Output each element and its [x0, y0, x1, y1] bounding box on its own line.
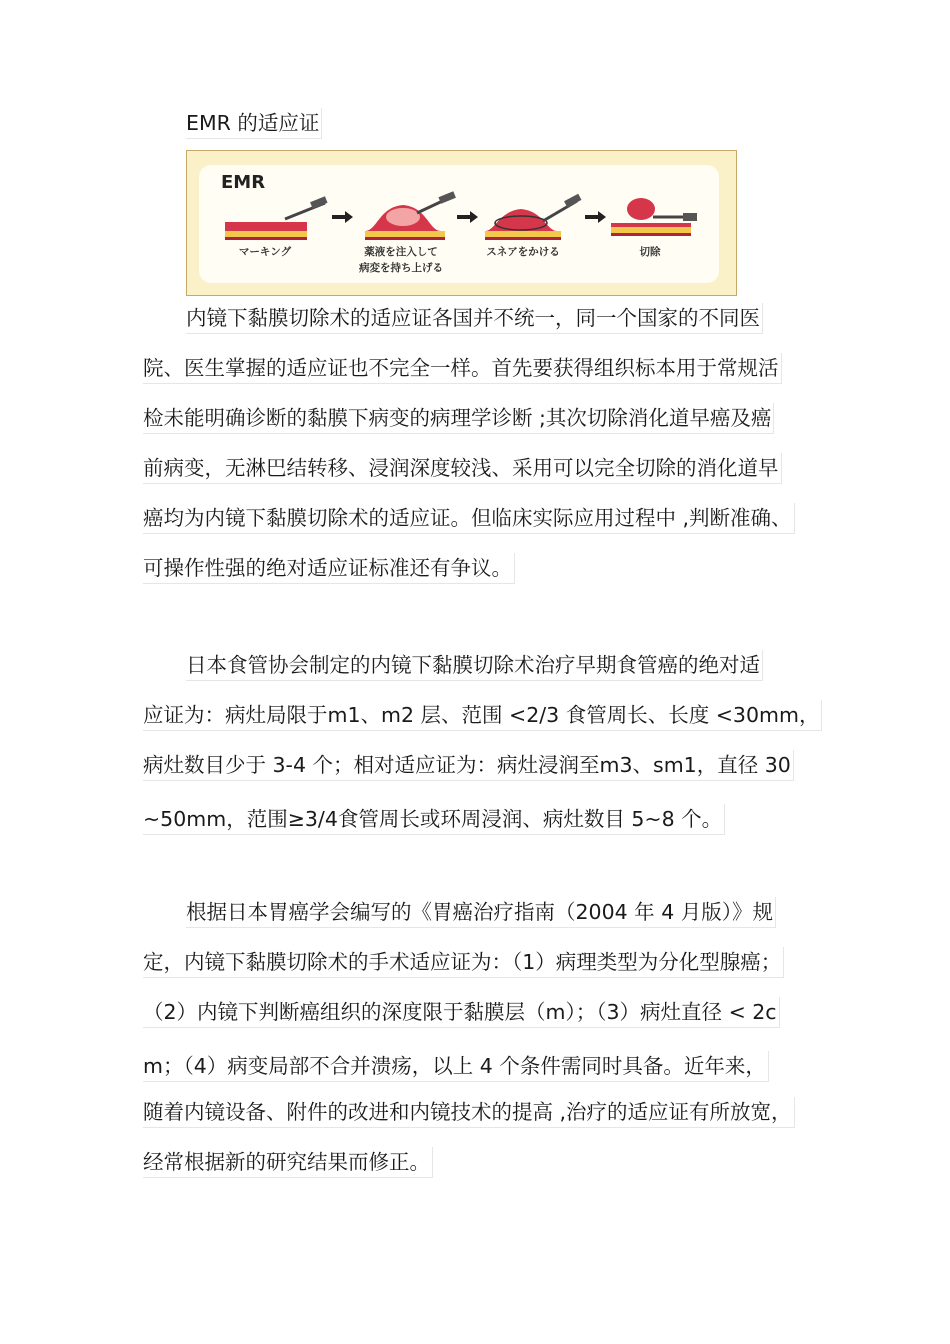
paragraph-3-line-1: 根据日本胃癌学会编写的《胃癌治疗指南（2004 年 4 月版）》规 [186, 897, 776, 928]
paragraph-3-line-3: （2）内镜下判断癌组织的深度限于黏膜层（m）；（3）病灶直径 < 2c [143, 997, 780, 1028]
paragraph-1-line-5: 癌均为内镜下黏膜切除术的适应证。但临床实际应用过程中 ,判断准确、 [143, 503, 795, 534]
paragraph-1-line-3: 检未能明确诊断的黏膜下病变的病理学诊断 ;其次切除消化道早癌及癌 [143, 403, 774, 434]
paragraph-3-line-6: 经常根据新的研究结果而修正。 [143, 1147, 433, 1178]
paragraph-1-line-6: 可操作性强的绝对适应证标准还有争议。 [143, 553, 515, 584]
step-1-label: マーキング [238, 246, 292, 258]
paragraph-1-line-4: 前病变，无淋巴结转移、浸润深度较浅、采用可以完全切除的消化道早 [143, 453, 782, 484]
paragraph-1-line-2: 院、医生掌握的适应证也不完全一样。首先要获得组织标本用于常规活 [143, 353, 782, 384]
emr-diagram [187, 151, 736, 295]
paragraph-2-line-3: 病灶数目少于 3-4 个；相对适应证为：病灶浸润至m3、sm1，直径 30 [143, 750, 794, 781]
paragraph-1-line-1: 内镜下黏膜切除术的适应证各国并不统一，同一个国家的不同医 [186, 303, 763, 334]
emr-procedure-figure [186, 150, 737, 296]
figure-title: EMR [221, 172, 266, 193]
paragraph-2-line-2: 应证为：病灶局限于m1、m2 层、范围 <2/3 食管周长、长度 <30mm， [143, 700, 822, 731]
paragraph-2-line-4: ~50mm，范围≥3/4食管周长或环周浸润、病灶数目 5~8 个。 [143, 804, 725, 835]
section-title: EMR 的适应证 [186, 108, 322, 139]
step-4-label: 切除 [639, 246, 661, 258]
paragraph-2-line-1: 日本食管协会制定的内镜下黏膜切除术治疗早期食管癌的绝对适 [186, 650, 763, 681]
paragraph-3-line-5: 随着内镜设备、附件的改进和内镜技术的提高 ,治疗的适应证有所放宽， [143, 1097, 795, 1128]
step-2-label-line1: 薬液を注入して [364, 246, 438, 258]
paragraph-3-line-4: m；（4）病变局部不合并溃疡，以上 4 个条件需同时具备。近年来， [143, 1051, 769, 1082]
step-2-label-line2: 病変を持ち上げる [359, 262, 443, 274]
paragraph-3-line-2: 定，内镜下黏膜切除术的手术适应证为：（1）病理类型为分化型腺癌； [143, 947, 784, 978]
step-3-label: スネアをかける [486, 246, 560, 258]
